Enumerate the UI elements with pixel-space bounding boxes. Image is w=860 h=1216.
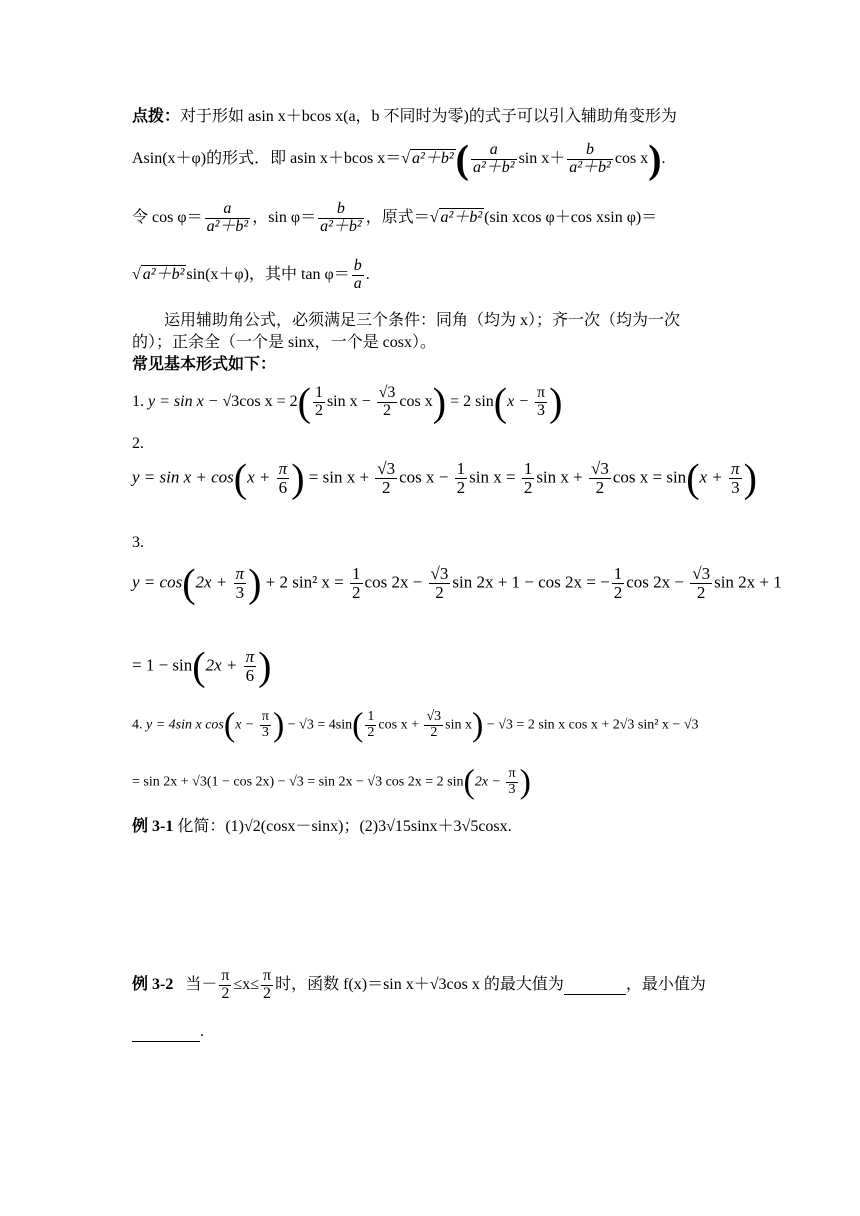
rule-line-1: 运用辅助角公式，必须满足三个条件：同角（均为 x）；齐一次（均为一次 xyxy=(164,312,681,329)
fraction: $\frac{√3}{2}$ xyxy=(426,709,442,740)
fraction: $\frac{1}{2}$ xyxy=(523,459,533,497)
fraction: $\frac{1}{2}$ xyxy=(352,564,361,602)
min-value-blank[interactable] xyxy=(132,1022,200,1042)
fraction: $\frac{\pi}{3}$ xyxy=(235,564,245,602)
fraction: $\frac{1}{2}$ xyxy=(613,564,623,602)
max-value-blank[interactable] xyxy=(564,975,626,995)
fraction: $\frac{\pi}{3}$ xyxy=(261,709,269,740)
example-3-2: 例 3-2 当－ $\frac{\pi}{2}$ ≤x≤ $\frac{\pi}{2}$ 时，函数 f(x)＝sin x＋√3cos x 的最大值为 ，最小值为 xyxy=(132,967,706,1002)
tip-label: 点拨： xyxy=(132,108,181,125)
tip-line-3: 令 cos φ＝ $\frac{a}{\text{a²＋b²}}$ ，sin φ＝ $\frac{b}{\text{a²＋b²}}$ ，原式＝√ a²＋b² (sin xcos φ＋cos xsin φ)＝ xyxy=(132,200,658,235)
form-3-number: 3. xyxy=(132,534,144,551)
fraction: $\frac{\pi}{2}$ xyxy=(263,967,272,1002)
form-1: 1. y = sin x − √3cos x = 2( $\frac{1}{2}$ sin x − $\frac{√3}{2}$ cos x) = 2 sin(x − $\frac{\pi}{3}$ ) xyxy=(132,379,563,425)
fraction: $\frac{\pi}{6}$ xyxy=(245,647,255,685)
form-4: 4. y = 4sin x cos(x − $\frac{\pi}{3}$ ) − √3 = 4sin( $\frac{1}{2}$ cos x + $\frac{√3}{2}$ sin x) − √3 = 2 sin x cos x + 2√3 sin² x − √3 xyxy=(132,706,699,744)
fraction: $\frac{\pi}{3}$ xyxy=(537,384,546,419)
fraction: $\frac{1}{2}$ xyxy=(367,709,375,740)
fraction: $\frac{√3}{2}$ xyxy=(377,459,396,497)
fraction: $\frac{a}{\text{a²＋b²}}$ xyxy=(206,200,249,235)
form-2-number: 2. xyxy=(132,435,144,452)
fraction: $\frac{\pi}{2}$ xyxy=(221,967,230,1002)
tip-line-1 xyxy=(132,107,677,126)
form-3: y = cos(2x + $\frac{\pi}{3}$ ) + 2 sin² x = $\frac{1}{2}$ cos 2x − $\frac{√3}{2}$ sin 2x + 1 − cos 2x = − $\frac{1}{2}$ cos 2x − $\frac{√3}{2}$ sin 2x + 1 xyxy=(132,560,782,606)
form-3-continued: = 1 − sin(2x + $\frac{\pi}{6}$ ) xyxy=(132,643,272,689)
fraction: $\frac{a}{\text{a²＋b²}}$ xyxy=(472,141,515,176)
fraction: $\frac{b}{\text{a²＋b²}}$ xyxy=(320,200,362,235)
form-2: y = sin x + cos(x + $\frac{\pi}{6}$ ) = sin x + $\frac{√3}{2}$ cos x − $\frac{1}{2}$ sin x = $\frac{1}{2}$ sin x + $\frac{√3}{2}$ cos x = sin(x + $\frac{\pi}{3}$ ) xyxy=(132,455,757,501)
fraction: $\frac{√3}{2}$ xyxy=(692,564,711,602)
example-3-2-continued: . xyxy=(132,1022,204,1042)
fraction: $\frac{√3}{2}$ xyxy=(378,384,396,419)
fraction: $\frac{\pi}{6}$ xyxy=(278,459,288,497)
fraction: $\frac{1}{2}$ xyxy=(314,384,323,419)
fraction: $\frac{√3}{2}$ xyxy=(430,564,449,602)
form-4-continued: = sin 2x + √3(1 − cos 2x) − √3 = sin 2x − √3 cos 2x = 2 sin(2x − $\frac{\pi}{3}$ ) xyxy=(132,763,531,801)
tip-text-1: 对于形如 asin x＋bcos x(a，b 不同时为零)的式子可以引入辅助角变形为 xyxy=(180,108,677,125)
example-label: 例 3-2 xyxy=(132,975,174,993)
rule-line-2: 的）；正余全（一个是 sinx，一个是 cosx）。 xyxy=(132,334,437,351)
example-3-1: 例 3-1 化简：(1)√2(cosx－sinx)；(2)3√15sinx＋3√5cosx. xyxy=(132,818,512,835)
example-label: 例 3-1 xyxy=(132,818,174,835)
tip-line-2: Asin(x＋φ)的形式．即 asin x＋bcos x＝√ a²＋b²( $\frac{a}{\text{a²＋b²}}$ sin x＋ $\frac{b}{\text{a²＋b²}}$ cos x). xyxy=(132,136,666,182)
tip-line-4: √ a²＋b² sin(x＋φ)，其中 tan φ＝ $\frac{b}{a}$ . xyxy=(132,257,370,292)
fraction: $\frac{b}{\text{a²＋b²}}$ xyxy=(569,141,611,176)
fraction: $\frac{√3}{2}$ xyxy=(591,459,609,497)
forms-heading: 常见基本形式如下： xyxy=(132,356,277,373)
fraction: $\frac{\pi}{3}$ xyxy=(508,766,516,797)
fraction: $\frac{b}{a}$ xyxy=(353,257,362,292)
fraction: $\frac{\pi}{3}$ xyxy=(731,459,740,497)
fraction: $\frac{1}{2}$ xyxy=(456,459,466,497)
